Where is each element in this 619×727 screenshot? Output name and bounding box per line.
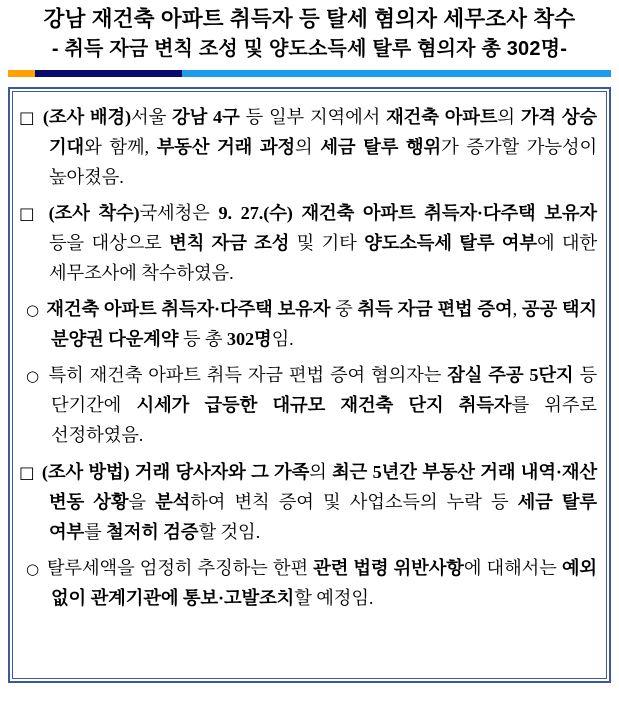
divider-segment-blue [182,70,611,77]
divider-segment-orange [8,70,35,77]
emphasis-text: 재건축 아파트 취득자·다주택 보유자 [292,202,597,223]
body-text: 하여 변칙 증여 및 사업소득의 누락 등 [190,491,518,512]
body-text: 중 [330,299,358,320]
emphasis-text: 잠실 주공 5단지 [447,365,574,386]
emphasis-text: 거래 당사자와 그 가족 [129,461,310,482]
circle-bullet-paragraph [19,294,597,354]
emphasis-text: 공공 택지 분양권 다운계약 [51,299,597,350]
body-text: , [512,299,522,320]
circle-bullet-icon: ○ [26,559,42,578]
emphasis-text: 재건축 아파트 [386,106,498,127]
emphasis-text: 강남 4구 [172,106,240,127]
body-text: 등 단기간에 [51,365,597,416]
body-text: 특히 재건축 아파트 취득 자금 편법 증여 혐의자는 [48,365,448,386]
page-title: 강남 재건축 아파트 취득자 등 탈세 혐의자 세무조사 착수 [43,7,576,31]
document-header [0,0,619,64]
body-text: 서울 [131,106,173,127]
emphasis-text: 시세가 급등한 대규모 재건축 단지 취득자 [136,395,512,416]
body-text: 및 기타 [289,232,365,253]
square-bullet-paragraph [19,457,597,547]
emphasis-text: 변칙 자금 조성 [169,232,290,253]
body-text: 국세청은 [139,202,219,223]
emphasis-text: 철저히 검증 [106,521,199,542]
emphasis-text: 분석 [155,491,191,512]
emphasis-text: 취득 자금 편법 증여 [357,299,513,320]
body-text: 에 대한 세무조사에 착수하였음. [49,232,598,283]
body-text: 의 [309,461,333,482]
emphasis-text: 재건축 아파트 취득자·다주택 보유자 [46,299,331,320]
body-text: 할 것임. [198,521,261,542]
body-text: 등을 대상으로 [49,232,170,253]
circle-bullet-paragraph [19,553,597,613]
body-text: 와 함께, [84,136,157,157]
body-text: 의 [497,106,521,127]
emphasis-text: 9. 27.(수) [218,202,293,223]
square-bullet-icon: □ [19,462,37,482]
emphasis-text: 관련 법령 위반사항 [313,557,464,578]
circle-bullet-icon: ○ [26,301,42,320]
body-text: 할 예정임. [294,587,374,608]
emphasis-text: 가격 상승 기대 [49,106,597,157]
content-box-outer-border [8,87,611,683]
emphasis-text: 부동산 거래 과정 [156,136,296,157]
divider-segment-navy [35,70,182,77]
square-bullet-icon: □ [19,107,38,127]
body-text: 탈루세액을 엄정히 추징하는 한편 [46,557,314,578]
body-text: 의 [295,136,321,157]
body-text: 등 일부 지역에서 [239,106,387,127]
body-text: 등 총 [178,329,227,350]
body-text: 을 [128,491,156,512]
square-bullet-icon: □ [19,203,40,223]
emphasis-text: 세금 탈루 여부 [49,491,597,542]
body-text: 를 [84,521,107,542]
circle-bullet-icon: ○ [26,367,43,386]
tricolor-divider [8,70,611,77]
emphasis-text: 세금 탈루 행위 [320,136,442,157]
circle-bullet-paragraph [19,360,597,450]
body-text: 에 대해서는 [463,557,562,578]
emphasis-text: 302명 [226,329,272,350]
body-text: 임. [271,329,294,350]
square-bullet-paragraph [19,102,597,192]
emphasis-text: (조사 방법) [41,461,130,482]
page-subtitle: - 취득 자금 변칙 조성 및 양도소득세 탈루 혐의자 총 302명- [51,37,568,60]
emphasis-text: 예외 없이 관계기관에 통보·고발조치 [51,557,597,608]
emphasis-text: (조사 배경) [42,106,132,127]
emphasis-text: 최근 5년간 부동산 거래 내역·재산 변동 상황 [49,461,598,512]
square-bullet-paragraph [19,198,597,288]
content-box [12,91,607,679]
body-text: 를 위주로 선정하였음. [51,395,597,446]
emphasis-text: (조사 착수) [48,202,140,223]
body-text: 가 증가할 가능성이 높아졌음. [49,136,598,187]
emphasis-text: 양도소득세 탈루 여부 [364,232,537,253]
